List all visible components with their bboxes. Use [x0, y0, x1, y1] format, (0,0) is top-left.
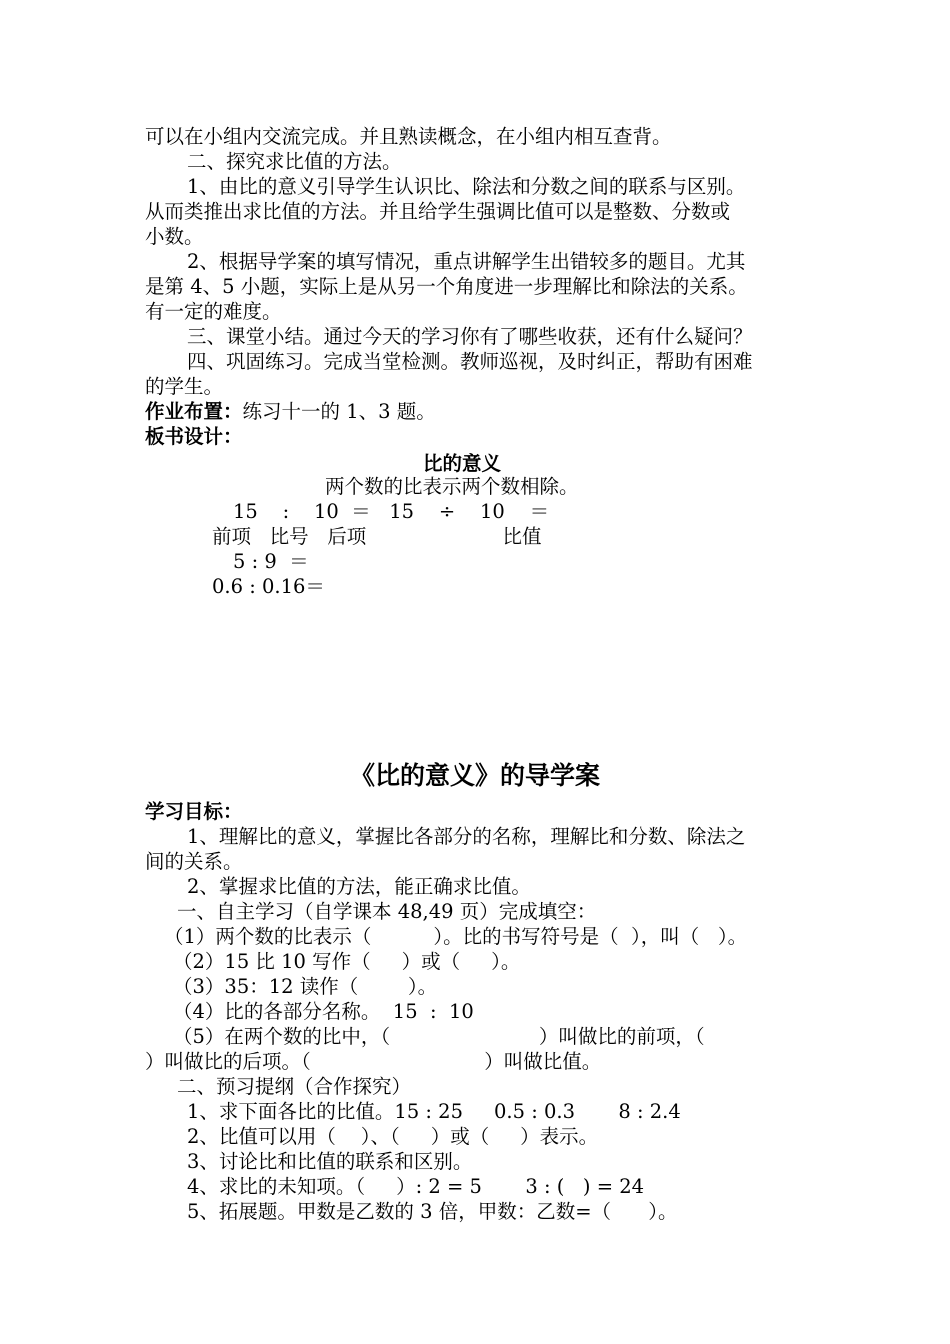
question-line: 1、求下面各比的比值。15 : 25 0.5 : 0.3 8 : 2.4 [187, 1100, 681, 1123]
question-line: 5、拓展题。甲数是乙数的 3 倍，甲数：乙数=（ ）。 [187, 1200, 678, 1223]
question-line: 2、比值可以用（ ）、（ ）或（ ）表示。 [187, 1125, 599, 1148]
board-example: 5 : 9 ＝ [233, 550, 309, 573]
question-line: （1）两个数的比表示（ ）。比的书写符号是（ ），叫（ ）。 [164, 925, 748, 948]
board-label: 板书设计： [145, 425, 243, 448]
text-line: 从而类推出求比值的方法。并且给学生强调比值可以是整数、分数或 [145, 200, 731, 223]
question-line: 4、求比的未知项。（ ）: 2 = 5 3 : ( ) = 24 [187, 1175, 645, 1198]
board-title: 比的意义 [423, 452, 502, 475]
text-line: 有一定的难度。 [145, 300, 282, 323]
text-line: 2、掌握求比值的方法，能正确求比值。 [187, 875, 531, 898]
homework-line [145, 399, 436, 424]
text-line: 1、由比的意义引导学生认识比、除法和分数之间的联系与区别。 [187, 175, 746, 198]
board-definition: 两个数的比表示两个数相除。 [325, 475, 579, 498]
board-parts: 前项 比号 后项 比值 [212, 525, 542, 548]
question-line: ）叫做比的后项。（ ）叫做比值。 [145, 1050, 602, 1073]
homework-text: 练习十一的 1、3 题。 [242, 400, 436, 423]
homework-label: 作业布置： [145, 400, 243, 423]
text-line: 可以在小组内交流完成。并且熟读概念，在小组内相互查背。 [145, 125, 672, 148]
objectives-label: 学习目标： [145, 800, 243, 823]
section-heading: 四、巩固练习。完成当堂检测。教师巡视，及时纠正，帮助有困难 [187, 350, 753, 373]
board-equation: 15 : 10 ＝ 15 ÷ 10 ＝ [233, 500, 550, 523]
guide-title: 《比的意义》的导学案 [349, 761, 600, 790]
text-line: 间的关系。 [145, 850, 243, 873]
text-line: 小数。 [145, 225, 204, 248]
text-line: 1、理解比的意义，掌握比各部分的名称，理解比和分数、除法之 [187, 825, 746, 848]
text-line: 是第 4、5 小题，实际上是从另一个角度进一步理解比和除法的关系。 [145, 275, 748, 298]
section-heading: 三、课堂小结。通过今天的学习你有了哪些收获，还有什么疑问？ [187, 325, 753, 348]
section-heading: 一、自主学习（自学课本 48,49 页）完成填空： [177, 900, 597, 923]
text-line: 2、根据导学案的填写情况，重点讲解学生出错较多的题目。尤其 [187, 250, 746, 273]
section-heading: 二、预习提纲（合作探究） [177, 1075, 412, 1098]
question-line: （4）比的各部分名称。 15 : 10 [173, 1000, 474, 1023]
section-heading: 二、探究求比值的方法。 [187, 150, 402, 173]
question-line: （2）15 比 10 写作（ ）或（ ）。 [173, 950, 521, 973]
text-line: 的学生。 [145, 375, 224, 398]
board-example: 0.6 : 0.16＝ [212, 575, 325, 598]
question-line: 3、讨论比和比值的联系和区别。 [187, 1150, 473, 1173]
question-line: （5）在两个数的比中，（ ）叫做比的前项，（ [173, 1025, 705, 1048]
question-line: （3）35：12 读作（ ）。 [173, 975, 438, 998]
